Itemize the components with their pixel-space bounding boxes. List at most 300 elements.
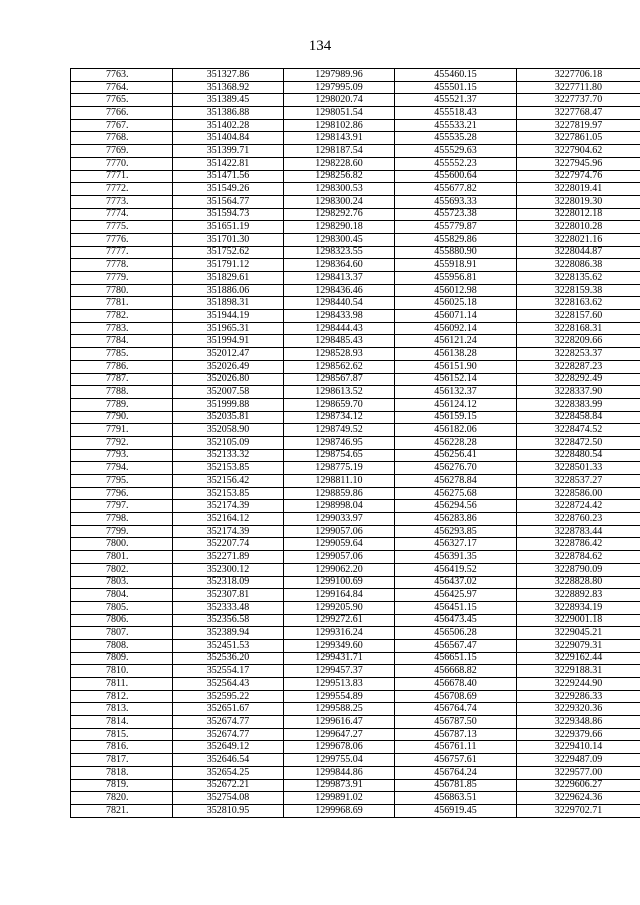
coordinate-cell: 352564.43: [173, 678, 284, 691]
coordinate-cell: 455779.87: [395, 221, 517, 234]
coordinate-cell: 352153.85: [173, 462, 284, 475]
coordinate-cell: 456327.17: [395, 538, 517, 551]
coordinate-cell: 3228892.83: [517, 589, 640, 602]
table-row: [71, 449, 640, 462]
row-index-cell: 7796.: [71, 487, 173, 500]
coordinate-cell: 351564.77: [173, 195, 284, 208]
coordinate-cell: 352026.49: [173, 360, 284, 373]
table-row: [71, 779, 640, 792]
row-index-cell: 7815.: [71, 728, 173, 741]
table-row: [71, 538, 640, 551]
row-index-cell: 7781.: [71, 297, 173, 310]
coordinate-cell: 1298323.55: [284, 246, 395, 259]
coordinate-cell: 352674.77: [173, 728, 284, 741]
row-index-cell: 7798.: [71, 513, 173, 526]
coordinate-cell: 351791.12: [173, 259, 284, 272]
row-index-cell: 7820.: [71, 792, 173, 805]
coordinate-cell: 456159.15: [395, 411, 517, 424]
row-index-cell: 7777.: [71, 246, 173, 259]
coordinate-cell: 351829.61: [173, 272, 284, 285]
row-index-cell: 7768.: [71, 132, 173, 145]
row-index-cell: 7784.: [71, 335, 173, 348]
coordinate-cell: 352153.85: [173, 487, 284, 500]
table-row: [71, 284, 640, 297]
coordinate-cell: 351389.45: [173, 94, 284, 107]
coordinate-cell: 351422.81: [173, 157, 284, 170]
coordinate-cell: 1297995.09: [284, 81, 395, 94]
coordinate-cell: 1298754.65: [284, 449, 395, 462]
coordinate-cell: 3228760.23: [517, 513, 640, 526]
coordinate-cell: 1299647.27: [284, 728, 395, 741]
coordinate-cell: 1299678.06: [284, 741, 395, 754]
row-index-cell: 7821.: [71, 804, 173, 817]
coordinate-cell: 1298440.54: [284, 297, 395, 310]
coordinate-cell: 351999.88: [173, 398, 284, 411]
coordinate-cell: 1298256.82: [284, 170, 395, 183]
row-index-cell: 7771.: [71, 170, 173, 183]
coordinate-cell: 455693.33: [395, 195, 517, 208]
coordinate-cell: 3228086.38: [517, 259, 640, 272]
coordinate-cell: 455880.90: [395, 246, 517, 259]
coordinate-cell: 455521.37: [395, 94, 517, 107]
coordinate-cell: 456437.02: [395, 576, 517, 589]
row-index-cell: 7810.: [71, 665, 173, 678]
row-index-cell: 7811.: [71, 678, 173, 691]
coordinate-cell: 1299588.25: [284, 703, 395, 716]
coordinate-cell: 456708.69: [395, 690, 517, 703]
coordinate-cell: 1299316.24: [284, 627, 395, 640]
coordinate-cell: 3228168.31: [517, 322, 640, 335]
coordinate-cell: 455552.23: [395, 157, 517, 170]
table-row: [71, 310, 640, 323]
table-row: [71, 398, 640, 411]
coordinate-cell: 3228786.42: [517, 538, 640, 551]
table-row: [71, 157, 640, 170]
coordinate-cell: 3228828.80: [517, 576, 640, 589]
row-index-cell: 7767.: [71, 119, 173, 132]
coordinate-cell: 3228209.66: [517, 335, 640, 348]
coordinate-cell: 456863.51: [395, 792, 517, 805]
coordinate-cell: 456781.85: [395, 779, 517, 792]
coordinate-cell: 3229624.36: [517, 792, 640, 805]
coordinate-cell: 456506.28: [395, 627, 517, 640]
table-row: [71, 690, 640, 703]
coordinate-cell: 352035.81: [173, 411, 284, 424]
coordinate-cell: 1298998.04: [284, 500, 395, 513]
coordinate-cell: 456278.84: [395, 475, 517, 488]
coordinate-cell: 3228383.99: [517, 398, 640, 411]
table-row: [71, 627, 640, 640]
row-index-cell: 7806.: [71, 614, 173, 627]
coordinate-cell: 3228021.16: [517, 233, 640, 246]
row-index-cell: 7773.: [71, 195, 173, 208]
coordinate-cell: 1298433.98: [284, 310, 395, 323]
table-row: [71, 322, 640, 335]
coordinate-cell: 352133.32: [173, 449, 284, 462]
coordinate-cell: 1298528.93: [284, 348, 395, 361]
coordinate-cell: 351651.19: [173, 221, 284, 234]
coordinate-cell: 455518.43: [395, 107, 517, 120]
coordinate-cell: 352174.39: [173, 500, 284, 513]
coordinate-cell: 456092.14: [395, 322, 517, 335]
coordinate-cell: 456152.14: [395, 373, 517, 386]
coordinate-cell: 456275.68: [395, 487, 517, 500]
row-index-cell: 7778.: [71, 259, 173, 272]
coordinate-cell: 456228.28: [395, 436, 517, 449]
coordinate-cell: 3227706.18: [517, 69, 640, 82]
coordinate-cell: 352207.74: [173, 538, 284, 551]
coordinate-cell: 3229487.09: [517, 754, 640, 767]
coordinate-cell: 351886.06: [173, 284, 284, 297]
coordinate-cell: 3227737.70: [517, 94, 640, 107]
coordinate-cell: 1298413.37: [284, 272, 395, 285]
coordinate-cell: 456473.45: [395, 614, 517, 627]
table-row: [71, 119, 640, 132]
row-index-cell: 7792.: [71, 436, 173, 449]
coordinate-cell: 1299272.61: [284, 614, 395, 627]
row-index-cell: 7795.: [71, 475, 173, 488]
table-row: [71, 525, 640, 538]
coordinate-cell: 351898.31: [173, 297, 284, 310]
coordinate-cell: 3228010.28: [517, 221, 640, 234]
coordinate-cell: 1298859.86: [284, 487, 395, 500]
coordinate-cell: 351404.84: [173, 132, 284, 145]
coordinate-cell: 1298734.12: [284, 411, 395, 424]
table-row: [71, 766, 640, 779]
coordinate-cell: 3229320.36: [517, 703, 640, 716]
coordinate-cell: 1298300.53: [284, 183, 395, 196]
coordinate-cell: 3228474.52: [517, 424, 640, 437]
row-index-cell: 7764.: [71, 81, 173, 94]
coordinate-cell: 456256.41: [395, 449, 517, 462]
table-row: [71, 551, 640, 564]
table-row: [71, 170, 640, 183]
row-index-cell: 7776.: [71, 233, 173, 246]
coordinate-cell: 3228537.27: [517, 475, 640, 488]
coordinate-cell: 351944.19: [173, 310, 284, 323]
coordinate-cell: 1298364.60: [284, 259, 395, 272]
coordinate-cell: 1298290.18: [284, 221, 395, 234]
coordinate-cell: 456787.13: [395, 728, 517, 741]
coordinate-cell: 3229001.18: [517, 614, 640, 627]
row-index-cell: 7818.: [71, 766, 173, 779]
table-row: [71, 348, 640, 361]
coordinate-cell: 1299057.06: [284, 551, 395, 564]
row-index-cell: 7803.: [71, 576, 173, 589]
coordinate-cell: 3227904.62: [517, 145, 640, 158]
coordinate-cell: 352156.42: [173, 475, 284, 488]
coordinate-cell: 455460.15: [395, 69, 517, 82]
coordinate-cell: 3228292.49: [517, 373, 640, 386]
coordinate-cell: 455533.21: [395, 119, 517, 132]
coordinate-cell: 455677.82: [395, 183, 517, 196]
coordinate-cell: 352674.77: [173, 716, 284, 729]
table-row: [71, 272, 640, 285]
coordinate-cell: 1298444.43: [284, 322, 395, 335]
coordinate-cell: 3229244.90: [517, 678, 640, 691]
coordinate-cell: 352554.17: [173, 665, 284, 678]
coordinate-cell: 3227768.47: [517, 107, 640, 120]
coordinate-cell: 3229577.00: [517, 766, 640, 779]
coordinate-cell: 1298228.60: [284, 157, 395, 170]
coordinate-cell: 455723.38: [395, 208, 517, 221]
coordinate-cell: 1299755.04: [284, 754, 395, 767]
coordinate-cell: 456787.50: [395, 716, 517, 729]
coordinate-cell: 456757.61: [395, 754, 517, 767]
coordinate-cell: 1298020.74: [284, 94, 395, 107]
row-index-cell: 7780.: [71, 284, 173, 297]
coordinate-cell: 456124.12: [395, 398, 517, 411]
row-index-cell: 7785.: [71, 348, 173, 361]
table-row: [71, 462, 640, 475]
coordinate-cell: 455501.15: [395, 81, 517, 94]
coordinate-cell: 352007.58: [173, 386, 284, 399]
coordinate-cell: 3228934.19: [517, 601, 640, 614]
coordinate-cell: 1298659.70: [284, 398, 395, 411]
coordinate-cell: 3229702.71: [517, 804, 640, 817]
coordinate-cell: 352026.80: [173, 373, 284, 386]
coordinate-cell: 352174.39: [173, 525, 284, 538]
row-index-cell: 7813.: [71, 703, 173, 716]
coordinate-cell: 351701.30: [173, 233, 284, 246]
row-index-cell: 7782.: [71, 310, 173, 323]
table-row: [71, 563, 640, 576]
coordinate-cell: 1299457.37: [284, 665, 395, 678]
coordinate-cell: 456419.52: [395, 563, 517, 576]
table-row: [71, 741, 640, 754]
coordinate-cell: 352307.81: [173, 589, 284, 602]
row-index-cell: 7802.: [71, 563, 173, 576]
coordinate-cell: 456764.24: [395, 766, 517, 779]
coordinate-cell: 352810.95: [173, 804, 284, 817]
row-index-cell: 7814.: [71, 716, 173, 729]
coordinate-cell: 1299844.86: [284, 766, 395, 779]
coordinate-cell: 1298749.52: [284, 424, 395, 437]
coordinate-cell: 3227819.97: [517, 119, 640, 132]
table-row: [71, 373, 640, 386]
coordinate-cell: 1297989.96: [284, 69, 395, 82]
coordinate-cell: 455600.64: [395, 170, 517, 183]
coordinate-cell: 1298102.86: [284, 119, 395, 132]
coordinate-cell: 1298567.87: [284, 373, 395, 386]
page-number: 134: [308, 38, 332, 54]
table-row: [71, 589, 640, 602]
row-index-cell: 7789.: [71, 398, 173, 411]
coordinate-cell: 351471.56: [173, 170, 284, 183]
coordinate-cell: 3227711.80: [517, 81, 640, 94]
coordinate-cell: 1298187.54: [284, 145, 395, 158]
coordinate-cell: 1299554.89: [284, 690, 395, 703]
coordinate-cell: 352646.54: [173, 754, 284, 767]
table-row: [71, 754, 640, 767]
coordinate-cell: 456283.86: [395, 513, 517, 526]
coordinate-cell: 352271.89: [173, 551, 284, 564]
coordinate-cell: 352654.25: [173, 766, 284, 779]
coordinate-cell: 456071.14: [395, 310, 517, 323]
coordinate-cell: 3228783.44: [517, 525, 640, 538]
row-index-cell: 7793.: [71, 449, 173, 462]
coordinate-cell: 3228480.54: [517, 449, 640, 462]
coordinate-cell: 352595.22: [173, 690, 284, 703]
coordinate-cell: 351594.73: [173, 208, 284, 221]
row-index-cell: 7766.: [71, 107, 173, 120]
coordinate-cell: 1298562.62: [284, 360, 395, 373]
coordinate-cell: 1299349.60: [284, 639, 395, 652]
table-row: [71, 233, 640, 246]
row-index-cell: 7791.: [71, 424, 173, 437]
row-index-cell: 7787.: [71, 373, 173, 386]
coordinate-cell: 456761.11: [395, 741, 517, 754]
coordinate-cell: 3228159.38: [517, 284, 640, 297]
row-index-cell: 7797.: [71, 500, 173, 513]
coordinate-cell: 352012.47: [173, 348, 284, 361]
coordinate-cell: 1298051.54: [284, 107, 395, 120]
coordinate-cell: 456182.06: [395, 424, 517, 437]
coordinate-cell: 352536.20: [173, 652, 284, 665]
coordinate-cell: 3229045.21: [517, 627, 640, 640]
coordinate-cell: 3228790.09: [517, 563, 640, 576]
coordinate-cell: 456668.82: [395, 665, 517, 678]
coordinate-cell: 456764.74: [395, 703, 517, 716]
coordinate-cell: 352649.12: [173, 741, 284, 754]
coordinate-cell: 456276.70: [395, 462, 517, 475]
coordinate-cell: 455535.28: [395, 132, 517, 145]
row-index-cell: 7794.: [71, 462, 173, 475]
coordinate-cell: 3228472.50: [517, 436, 640, 449]
coordinates-table: [70, 68, 640, 818]
coordinate-cell: 1298292.76: [284, 208, 395, 221]
coordinate-cell: 455529.63: [395, 145, 517, 158]
coordinate-cell: 352300.12: [173, 563, 284, 576]
row-index-cell: 7770.: [71, 157, 173, 170]
coordinate-cell: 456391.35: [395, 551, 517, 564]
coordinate-cell: 1299616.47: [284, 716, 395, 729]
coordinate-cell: 3229188.31: [517, 665, 640, 678]
coordinate-cell: 456012.98: [395, 284, 517, 297]
coordinate-cell: 3228287.23: [517, 360, 640, 373]
coordinate-cell: 3228501.33: [517, 462, 640, 475]
table-row: [71, 487, 640, 500]
row-index-cell: 7805.: [71, 601, 173, 614]
coordinate-cell: 351752.62: [173, 246, 284, 259]
coordinate-cell: 3228784.62: [517, 551, 640, 564]
row-index-cell: 7790.: [71, 411, 173, 424]
coordinate-cell: 3227945.96: [517, 157, 640, 170]
row-index-cell: 7809.: [71, 652, 173, 665]
coordinate-cell: 3228019.30: [517, 195, 640, 208]
coordinate-cell: 1298775.19: [284, 462, 395, 475]
table-row: [71, 652, 640, 665]
row-index-cell: 7783.: [71, 322, 173, 335]
table-row: [71, 703, 640, 716]
table-row: [71, 297, 640, 310]
coordinate-cell: 1299057.06: [284, 525, 395, 538]
coordinate-cell: 351965.31: [173, 322, 284, 335]
table-row: [71, 513, 640, 526]
coordinate-cell: 3228012.18: [517, 208, 640, 221]
row-index-cell: 7804.: [71, 589, 173, 602]
coordinate-cell: 1298436.46: [284, 284, 395, 297]
coordinate-cell: 3228163.62: [517, 297, 640, 310]
coordinate-cell: 456293.85: [395, 525, 517, 538]
coordinate-cell: 352058.90: [173, 424, 284, 437]
row-index-cell: 7807.: [71, 627, 173, 640]
coordinate-cell: 352356.58: [173, 614, 284, 627]
coordinate-cell: 352105.09: [173, 436, 284, 449]
coordinate-cell: 1298613.52: [284, 386, 395, 399]
row-index-cell: 7819.: [71, 779, 173, 792]
coordinate-cell: 1298485.43: [284, 335, 395, 348]
coordinate-cell: 456567.47: [395, 639, 517, 652]
table-row: [71, 665, 640, 678]
row-index-cell: 7800.: [71, 538, 173, 551]
coordinate-cell: 3229348.86: [517, 716, 640, 729]
coordinate-cell: 456121.24: [395, 335, 517, 348]
table-row: [71, 259, 640, 272]
coordinate-cell: 3229410.14: [517, 741, 640, 754]
coordinate-cell: 456425.97: [395, 589, 517, 602]
coordinate-cell: 3228586.00: [517, 487, 640, 500]
coordinate-cell: 352754.08: [173, 792, 284, 805]
table-row: [71, 614, 640, 627]
table-row: [71, 728, 640, 741]
table-row: [71, 69, 640, 82]
row-index-cell: 7801.: [71, 551, 173, 564]
table-row: [71, 208, 640, 221]
coordinate-cell: 456132.37: [395, 386, 517, 399]
table-row: [71, 424, 640, 437]
coordinate-cell: 3228135.62: [517, 272, 640, 285]
table-row: [71, 792, 640, 805]
coordinate-cell: 351994.91: [173, 335, 284, 348]
table-row: [71, 246, 640, 259]
row-index-cell: 7763.: [71, 69, 173, 82]
row-index-cell: 7786.: [71, 360, 173, 373]
coordinate-cell: 3229162.44: [517, 652, 640, 665]
coordinate-cell: 3227974.76: [517, 170, 640, 183]
table-row: [71, 475, 640, 488]
coordinate-cell: 1298300.45: [284, 233, 395, 246]
coordinate-cell: 352164.12: [173, 513, 284, 526]
coordinate-cell: 3229379.66: [517, 728, 640, 741]
coordinate-cell: 3228044.87: [517, 246, 640, 259]
coordinate-cell: 3229079.31: [517, 639, 640, 652]
table-row: [71, 145, 640, 158]
coordinate-cell: 351368.92: [173, 81, 284, 94]
coordinate-cell: 1298811.10: [284, 475, 395, 488]
coordinate-cell: 3228337.90: [517, 386, 640, 399]
row-index-cell: 7812.: [71, 690, 173, 703]
coordinate-cell: 1299513.83: [284, 678, 395, 691]
table-row: [71, 221, 640, 234]
row-index-cell: 7799.: [71, 525, 173, 538]
coordinate-cell: 352333.48: [173, 601, 284, 614]
coordinate-cell: 352651.67: [173, 703, 284, 716]
table-row: [71, 601, 640, 614]
coordinate-cell: 456025.18: [395, 297, 517, 310]
coordinate-cell: 351386.88: [173, 107, 284, 120]
row-index-cell: 7817.: [71, 754, 173, 767]
coordinate-cell: 3228458.84: [517, 411, 640, 424]
coordinate-cell: 456451.15: [395, 601, 517, 614]
coordinate-cell: 3228253.37: [517, 348, 640, 361]
table-row: [71, 411, 640, 424]
coordinate-cell: 352318.09: [173, 576, 284, 589]
coordinate-cell: 456138.28: [395, 348, 517, 361]
table-row: [71, 386, 640, 399]
coordinate-cell: 1299059.64: [284, 538, 395, 551]
table-row: [71, 81, 640, 94]
